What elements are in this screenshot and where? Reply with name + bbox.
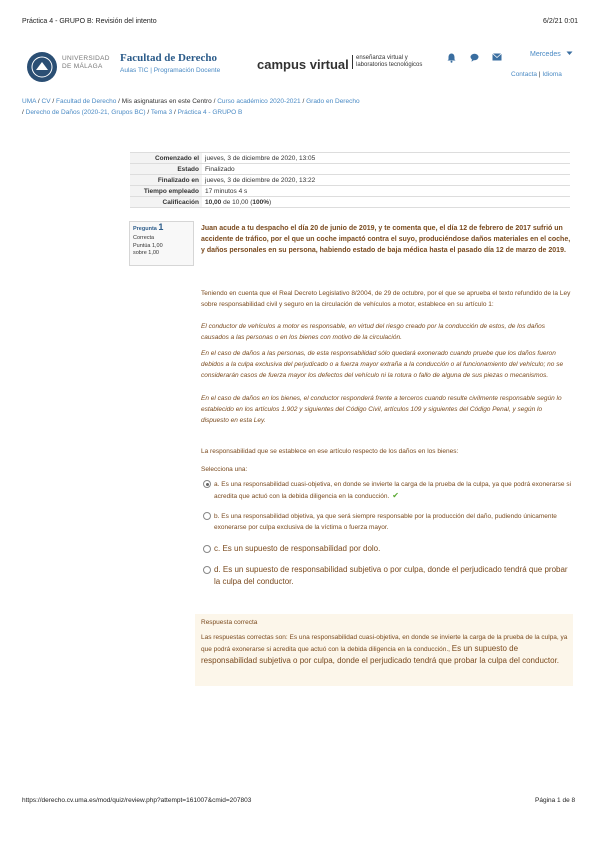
user-links: Contacta | Idioma bbox=[511, 71, 562, 78]
uma-logo[interactable] bbox=[27, 52, 57, 82]
summary-row-finished bbox=[130, 175, 570, 186]
print-date: 6/2/21 0:01 bbox=[543, 18, 579, 25]
campus-virtual-brand[interactable]: campus virtual bbox=[257, 57, 349, 72]
question-stem: Juan acude a tu despacho el día 20 de junio de 2019, y te comenta que, el día 12 de febrero de 2017 sufrió un accidente de tráfico, por el que un coche impactó contra el suyo, produciéndose daños materiales en el coche, y daños personales en su persona, habiendo estado de baja médica hasta el pasado día 12 de marzo de 2019. bbox=[201, 225, 571, 254]
option-radio[interactable] bbox=[203, 566, 211, 574]
option-a[interactable] bbox=[201, 479, 571, 503]
question-label: Pregunta bbox=[133, 226, 157, 232]
question-score: Puntúa 1,00 sobre 1,00 bbox=[133, 243, 163, 256]
question-number: 1 bbox=[158, 222, 164, 232]
contact-link[interactable]: Contacta bbox=[511, 71, 538, 78]
campus-virtual-tagline: enseñanza virtual y laboratorios tecnológicos bbox=[352, 55, 422, 69]
feedback-correct-answers: Las respuestas correctas son: Es una responsabilidad cuasi-objetiva, en donde se invierte la carga de la prueba de la culpa, ya que podrá exonerarse si acredita que actuó con la debida diligencia en la conducción., Es un supuesto de responsabilidad subjetiva o por culpa, donde el perjudicado tendrá que probar la culpa del conductor. bbox=[201, 634, 568, 665]
correct-check-icon: ✔ bbox=[392, 491, 399, 500]
chevron-down-icon bbox=[566, 51, 573, 56]
summary-row-status bbox=[130, 164, 570, 175]
option-b[interactable] bbox=[201, 511, 571, 535]
option-c[interactable] bbox=[201, 543, 571, 557]
question-prompt: La responsabilidad que se establece en ese artículo respecto de los daños en los bienes: bbox=[201, 448, 459, 455]
uma-seal-icon bbox=[27, 52, 57, 82]
breadcrumb-cv[interactable]: CV bbox=[41, 98, 51, 105]
uma-name: UNIVERSIDAD DE MÁLAGA bbox=[62, 55, 110, 70]
law-paragraph-3: En el caso de daños en los bienes, el conductor responderá frente a terceros cuando resulte civilmente responsable según lo establecido en los artículos 1.902 y siguientes del Código Civil, artículos 109 y siguientes del Código Penal, y según lo dispuesto en esta Ley. bbox=[201, 395, 562, 424]
attempt-summary-table bbox=[130, 152, 570, 208]
mail-icon[interactable] bbox=[492, 53, 502, 63]
breadcrumb-uma[interactable]: UMA bbox=[22, 98, 37, 105]
faculty-links[interactable]: Aulas TIC | Programación Docente bbox=[120, 67, 221, 74]
language-link[interactable]: Idioma bbox=[542, 71, 562, 78]
print-title: Práctica 4 - GRUPO B: Revisión del intento bbox=[22, 18, 157, 25]
option-text: c. Es un supuesto de responsabilidad por dolo. bbox=[214, 544, 381, 553]
summary-key: Finalizado en bbox=[130, 175, 202, 186]
summary-value: Finalizado bbox=[202, 164, 570, 175]
print-page-number: Página 1 de 8 bbox=[535, 797, 576, 804]
summary-value: 10,00 de 10,00 (100%) bbox=[202, 197, 570, 208]
user-menu[interactable] bbox=[530, 51, 573, 58]
question-intro: Teniendo en cuenta que el Real Decreto Legislativo 8/2004, de 29 de octubre, por el que se aprueba el texto refundido de la Ley sobre responsabilidad civil y seguro en la circulación de vehículos a motor, establece en su artículo 1: bbox=[201, 290, 571, 308]
summary-row-started bbox=[130, 153, 570, 164]
breadcrumb-course[interactable]: Derecho de Daños (2020-21, Grupos BC) bbox=[25, 109, 146, 116]
faculty-title[interactable]: Facultad de Derecho bbox=[120, 52, 217, 64]
option-radio[interactable] bbox=[203, 512, 211, 520]
law-paragraph-1: El conductor de vehículos a motor es responsable, en virtud del riesgo creado por la conducción de estos, de los daños causados a las personas o en los bienes con motivo de la circulación. bbox=[201, 323, 545, 341]
option-radio[interactable] bbox=[203, 480, 211, 488]
breadcrumb: UMA / CV / Facultad de Derecho / Mis asignaturas en este Centro / Curso académico 2020-2021 / Grado en Derecho / Derecho de Daños (2020-21, Grupos BC) / Tema 3 / Práctica 4 - GRUPO B bbox=[22, 98, 360, 116]
breadcrumb-topic[interactable]: Tema 3 bbox=[150, 109, 173, 116]
option-text: b. Es una responsabilidad objetiva, ya que será siempre responsable por la producción del daño, pudiendo únicamente exonerarse por culpa exclusiva de la víctima o fuerza mayor. bbox=[214, 513, 557, 531]
summary-row-time bbox=[130, 186, 570, 197]
select-one-label: Selecciona una: bbox=[201, 466, 248, 473]
summary-key: Comenzado el bbox=[130, 153, 202, 164]
option-text: d. Es un supuesto de responsabilidad subjetiva o por culpa, donde el perjudicado tendrá que probar la culpa del conductor. bbox=[214, 565, 568, 586]
summary-key: Tiempo empleado bbox=[130, 186, 202, 197]
summary-value: 17 minutos 4 s bbox=[202, 186, 570, 197]
chat-icon[interactable] bbox=[470, 53, 479, 64]
breadcrumb-faculty[interactable]: Facultad de Derecho bbox=[56, 98, 117, 105]
summary-key: Calificación bbox=[130, 197, 202, 208]
breadcrumb-quiz[interactable]: Práctica 4 - GRUPO B bbox=[177, 109, 243, 116]
summary-key: Estado bbox=[130, 164, 202, 175]
question-info-box bbox=[129, 221, 194, 266]
breadcrumb-year[interactable]: Curso académico 2020-2021 bbox=[217, 98, 301, 105]
feedback-result: Respuesta correcta bbox=[201, 619, 258, 626]
law-paragraph-2: En el caso de daños a las personas, de esta responsabilidad sólo quedará exonerado cuando pruebe que los daños fueron debidos a la culpa exclusiva del perjudicado o a fuerza mayor extraña a la conducción o al funcionamiento del vehículo; no se considerarán casos de fuerza mayor los defectos del vehículo ni la rotura o fallo de alguna de sus piezas o mecanismos. bbox=[201, 350, 564, 379]
summary-row-grade bbox=[130, 197, 570, 208]
option-d[interactable] bbox=[201, 564, 571, 590]
summary-value: jueves, 3 de diciembre de 2020, 13:05 bbox=[202, 153, 570, 164]
option-text: a. Es una responsabilidad cuasi-objetiva, en donde se invierte la carga de la prueba de la culpa, ya que podrá exonerarse si acredita que actuó con la debida diligencia en la conducción. ✔ bbox=[214, 481, 572, 500]
option-radio[interactable] bbox=[203, 545, 211, 553]
breadcrumb-degree[interactable]: Grado en Derecho bbox=[306, 98, 360, 105]
user-name: Mercedes bbox=[530, 51, 561, 58]
bell-icon[interactable] bbox=[447, 53, 456, 65]
breadcrumb-my-subjects: Mis asignaturas en este Centro bbox=[121, 98, 212, 105]
question-status: Correcta bbox=[133, 235, 155, 241]
print-url: https://derecho.cv.uma.es/mod/quiz/review.php?attempt=161007&cmid=207803 bbox=[22, 797, 252, 804]
summary-value: jueves, 3 de diciembre de 2020, 13:22 bbox=[202, 175, 570, 186]
